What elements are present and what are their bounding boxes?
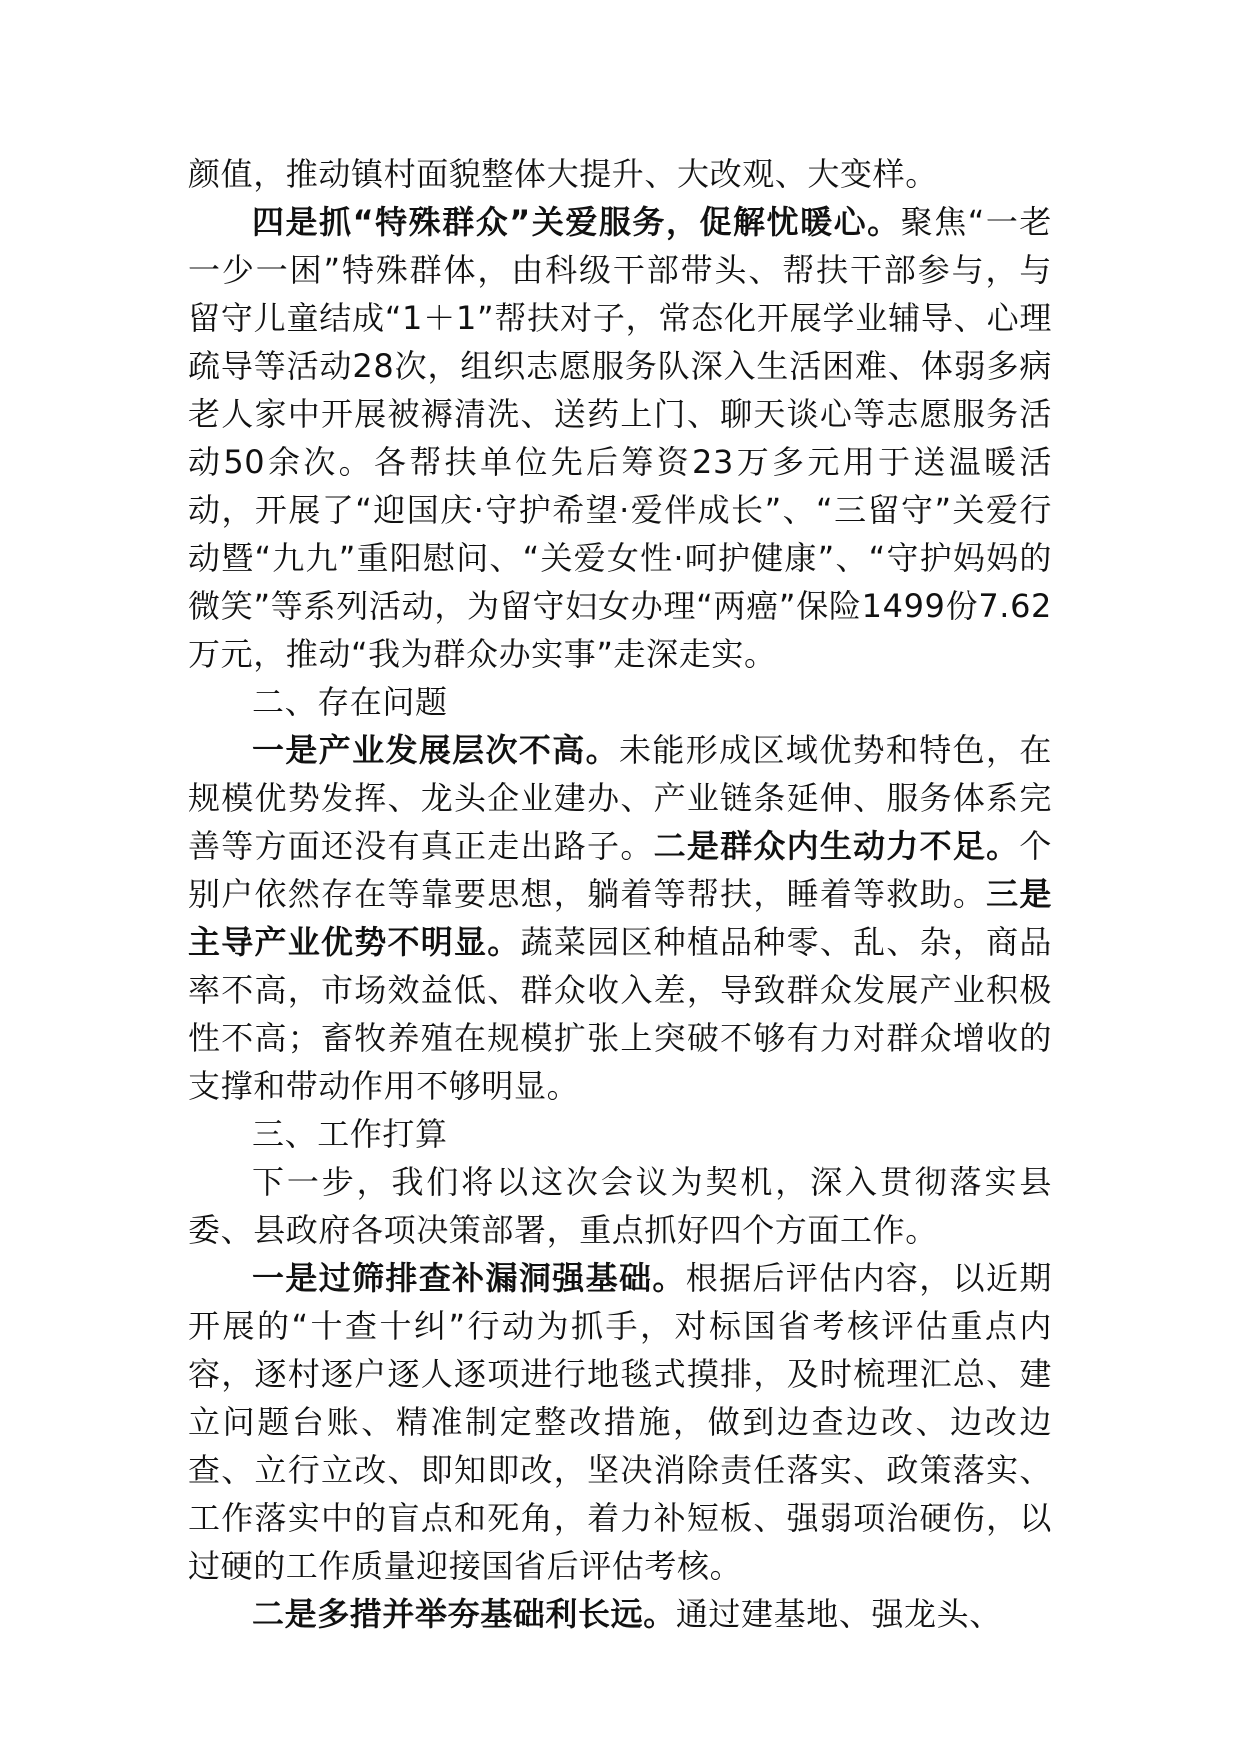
paragraph-text: 颜值，推动镇村面貌整体大提升、大改观、大变样。 [188, 155, 938, 193]
paragraph-next-step [188, 1158, 1052, 1254]
problem-heading-2: 二是群众内生动力不足。 [653, 827, 1020, 865]
paragraph-text: 未能形成区域优势和特色，在规模优势发挥、龙头企业建办、产业链条延伸、服务体系完善等方面还没有真正走出路子。 [188, 731, 1052, 865]
paragraph-heading: 二是多措并举夯基础利长远。 [252, 1595, 676, 1633]
paragraph-special-groups-care [188, 198, 1052, 678]
document-body [188, 150, 1052, 1638]
paragraph-text: 通过建基地、强龙头、 [675, 1595, 1002, 1633]
paragraph-text: 聚焦“一老一少一困”特殊群体，由科级干部带头、帮扶干部参与，与留守儿童结成“1＋1”帮扶对子，常态化开展学业辅导、心理疏导等活动28次，组织志愿服务队深入生活困难、体弱多病老人家中开展被褥清洗、送药上门、聊天谈心等志愿服务活动50余次。各帮扶单位先后筹资23万多元用于送温暖活动，开展了“迎国庆·守护希望·爱伴成长”、“三留守”关爱行动暨“九九”重阳慰问、“关爱女性·呵护健康”、“守护妈妈的微笑”等系列活动，为留守妇女办理“两癌”保险1499份7.62万元，推动“我为群众办实事”走深走实。 [188, 203, 1052, 673]
section-heading-existing-problems [188, 678, 1052, 726]
section-heading-text: 三、工作打算 [252, 1115, 448, 1153]
problem-heading-1: 一是产业发展层次不高。 [252, 731, 620, 769]
paragraph-text: 根据后评估内容，以近期开展的“十查十纠”行动为抓手，对标国省考核评估重点内容，逐村逐户逐人逐项进行地毯式摸排，及时梳理汇总、建立问题台账、精准制定整改措施，做到边查边改、边改边查、立行立改、即知即改，坚决消除责任落实、政策落实、工作落实中的盲点和死角，着力补短板、强弱项治硬伤，以过硬的工作质量迎接国省后评估考核。 [188, 1259, 1052, 1585]
paragraph [188, 150, 1052, 198]
paragraph-text: 个别户依然存在等靠要思想，躺着等帮扶，睡着等救助。 [188, 827, 1052, 913]
paragraph-text: 下一步，我们将以这次会议为契机，深入贯彻落实县委、县政府各项决策部署，重点抓好四个方面工作。 [188, 1163, 1052, 1249]
paragraph-problems [188, 726, 1052, 1110]
problem-heading-3: 三是主导产业优势不明显。 [188, 875, 1052, 961]
paragraph-text: 蔬菜园区种植品种零、乱、杂，商品率不高，市场效益低、群众收入差，导致群众发展产业积极性不高；畜牧养殖在规模扩张上突破不够有力对群众增收的支撑和带动作用不够明显。 [188, 923, 1052, 1105]
paragraph-multiple-measures [188, 1590, 1052, 1638]
section-heading-work-plan [188, 1110, 1052, 1158]
paragraph-heading: 四是抓“特殊群众”关爱服务，促解忧暖心。 [252, 203, 901, 241]
section-heading-text: 二、存在问题 [252, 683, 448, 721]
paragraph-heading: 一是过筛排查补漏洞强基础。 [252, 1259, 686, 1297]
paragraph-screening [188, 1254, 1052, 1590]
